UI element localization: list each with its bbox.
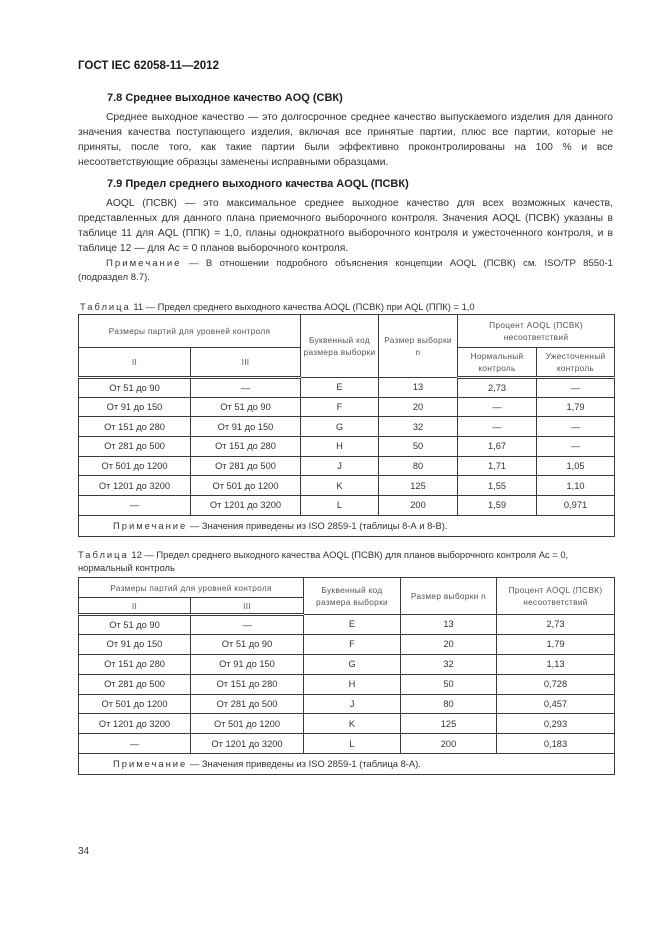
section-7-8-text	[78, 110, 613, 170]
cell-level-iii: От 1201 до 3200	[191, 496, 301, 516]
cell-code: F	[301, 397, 379, 417]
cell-code: E	[301, 378, 379, 398]
cell-level-ii: От 501 до 1200	[79, 694, 191, 714]
cell-level-ii: От 91 до 150	[79, 397, 191, 417]
cell-level-iii: От 501 до 1200	[191, 476, 301, 496]
cell-sample-size: 200	[379, 496, 458, 516]
cell-level-iii: От 91 до 150	[191, 417, 301, 437]
section-7-9-title: 7.9 Предел среднего выходного качества AOQL (ПСВК)	[107, 178, 409, 190]
cell-normal: —	[458, 417, 537, 437]
table-row	[79, 734, 615, 754]
table-12-note	[79, 754, 615, 775]
cell-normal: 2,73	[458, 378, 537, 398]
page-number: 34	[78, 846, 90, 857]
table-12	[78, 577, 615, 775]
cell-level-ii: От 151 до 280	[79, 417, 191, 437]
cell-tightened: —	[537, 437, 615, 457]
table-11-caption	[80, 300, 475, 313]
note-label: Примечание	[113, 519, 188, 531]
header-code-letter: Буквенный код размера выборки	[304, 578, 401, 615]
cell-code: K	[304, 714, 401, 734]
header-level-iii: III	[191, 598, 304, 615]
cell-level-ii: —	[79, 496, 191, 516]
table-row	[79, 456, 615, 476]
cell-level-ii: От 51 до 90	[79, 615, 191, 635]
table-row	[79, 674, 615, 694]
cell-normal: 1,67	[458, 437, 537, 457]
cell-sample-size: 20	[379, 397, 458, 417]
cell-level-iii: —	[191, 378, 301, 398]
caption-text: 12 — Предел среднего выходного качества AOQL (ПСВК) для планов выборочного контроля Ac = 0, нормальный контроль	[78, 549, 569, 573]
header-sample-size: Размер выборки n	[379, 315, 458, 378]
cell-level-iii: От 51 до 90	[191, 397, 301, 417]
cell-sample-size: 80	[379, 456, 458, 476]
cell-level-ii: От 501 до 1200	[79, 456, 191, 476]
header-aoql-percent: Процент AOQL (ПСВК) несоответствий	[458, 315, 615, 348]
cell-normal: 1,55	[458, 476, 537, 496]
table-row	[79, 634, 615, 654]
cell-level-iii: От 151 до 280	[191, 437, 301, 457]
caption-text: 11 — Предел среднего выходного качества AOQL (ПСВК) при AQL (ППК) = 1,0	[130, 301, 475, 312]
header-level-ii: II	[79, 598, 191, 615]
header-lot-sizes: Размеры партий для уровней контроля	[79, 578, 304, 598]
cell-code: F	[304, 634, 401, 654]
section-7-9-paragraph: AOQL (ПСВК) — это максимальное среднее выходное качество для всех возможных качеств, представленных для данного плана приемочного выборочного контроля. Значения AOQL (ПСВК) указаны в таблице 11 для AQL (ППК) = 1,0, планы однократного выборочного контроля и ужесточенного контроля, и в таблице 12 — для Ac = 0 планов выборочного контроля.	[78, 198, 613, 254]
table-row	[79, 496, 615, 516]
cell-level-iii: От 51 до 90	[191, 634, 304, 654]
cell-level-ii: От 91 до 150	[79, 634, 191, 654]
cell-tightened: —	[537, 378, 615, 398]
cell-code: H	[301, 437, 379, 457]
table-row	[79, 694, 615, 714]
cell-normal: —	[458, 397, 537, 417]
cell-level-ii: От 1201 до 3200	[79, 476, 191, 496]
header-lot-sizes: Размеры партий для уровней контроля	[79, 315, 301, 348]
cell-aoql: 0,728	[497, 674, 615, 694]
cell-tightened: 1,79	[537, 397, 615, 417]
header-level-iii: III	[191, 348, 301, 378]
cell-code: J	[304, 694, 401, 714]
header-normal: Нормальный контроль	[458, 348, 537, 378]
cell-normal: 1,71	[458, 456, 537, 476]
table-row	[79, 654, 615, 674]
cell-level-ii: От 51 до 90	[79, 378, 191, 398]
cell-code: E	[304, 615, 401, 635]
cell-aoql: 1,79	[497, 634, 615, 654]
cell-aoql: 2,73	[497, 615, 615, 635]
table-row	[79, 417, 615, 437]
cell-level-iii: От 281 до 500	[191, 694, 304, 714]
table-row	[79, 615, 615, 635]
cell-code: H	[304, 674, 401, 694]
cell-level-iii: —	[191, 615, 304, 635]
cell-aoql: 0,183	[497, 734, 615, 754]
cell-code: K	[301, 476, 379, 496]
note-text: — Значения приведены из ISO 2859-1 (таблицы 8-А и 8-В).	[187, 519, 448, 531]
cell-sample-size: 80	[401, 694, 497, 714]
caption-label: Таблица	[80, 301, 131, 312]
cell-level-iii: От 281 до 500	[191, 456, 301, 476]
header-tightened: Ужесточенный контроль	[537, 348, 615, 378]
cell-sample-size: 50	[379, 437, 458, 457]
cell-aoql: 1,13	[497, 654, 615, 674]
table-row	[79, 476, 615, 496]
header-level-ii: II	[79, 348, 191, 378]
cell-sample-size: 13	[401, 615, 497, 635]
cell-level-iii: От 1201 до 3200	[191, 734, 304, 754]
cell-level-iii: От 501 до 1200	[191, 714, 304, 734]
cell-aoql: 0,293	[497, 714, 615, 734]
cell-sample-size: 13	[379, 378, 458, 398]
document-code: ГОСТ IEC 62058-11—2012	[78, 60, 219, 72]
cell-tightened: 1,05	[537, 456, 615, 476]
table-note-row	[79, 515, 615, 536]
cell-level-ii: —	[79, 734, 191, 754]
cell-normal: 1,59	[458, 496, 537, 516]
cell-sample-size: 125	[401, 714, 497, 734]
table-11-note	[79, 515, 615, 536]
cell-level-iii: От 91 до 150	[191, 654, 304, 674]
note-text: — Значения приведены из ISO 2859-1 (таблица 8-А).	[187, 758, 421, 770]
cell-tightened: 0,971	[537, 496, 615, 516]
section-7-9-note	[78, 257, 613, 285]
table-row	[79, 714, 615, 734]
cell-level-ii: От 151 до 280	[79, 654, 191, 674]
cell-sample-size: 50	[401, 674, 497, 694]
header-aoql-percent: Процент AOQL (ПСВК) несоответствий	[497, 578, 615, 615]
cell-tightened: 1,10	[537, 476, 615, 496]
table-note-row	[79, 754, 615, 775]
cell-level-ii: От 1201 до 3200	[79, 714, 191, 734]
cell-sample-size: 20	[401, 634, 497, 654]
cell-level-ii: От 281 до 500	[79, 674, 191, 694]
cell-sample-size: 125	[379, 476, 458, 496]
cell-tightened: —	[537, 417, 615, 437]
cell-code: L	[301, 496, 379, 516]
cell-level-ii: От 281 до 500	[79, 437, 191, 457]
cell-code: J	[301, 456, 379, 476]
section-7-8-paragraph: Среднее выходное качество — это долгосрочное среднее качество выпускаемого изделия для данного значения качества поступающего изделия, включая все принятые партии, плюс все партии, которые не приняты, после того, как такие партии были эффективно проконтролированы на 100 % и все несоответствующие образцы заменены исправными образцами.	[78, 112, 613, 168]
cell-code: G	[301, 417, 379, 437]
table-row	[79, 437, 615, 457]
table-row	[79, 378, 615, 398]
cell-code: L	[304, 734, 401, 754]
cell-aoql: 0,457	[497, 694, 615, 714]
table-12-caption	[78, 548, 614, 574]
section-7-8-title: 7.8 Среднее выходное качество AOQ (СВК)	[107, 92, 343, 104]
cell-sample-size: 32	[379, 417, 458, 437]
header-sample-size: Размер выборки n	[401, 578, 497, 615]
caption-label: Таблица	[78, 549, 129, 560]
table-row	[79, 397, 615, 417]
cell-sample-size: 32	[401, 654, 497, 674]
note-label: Примечание	[106, 258, 182, 269]
cell-level-iii: От 151 до 280	[191, 674, 304, 694]
note-text: — В отношении подробного объяснения концепции AOQL (ПСВК) см. ISO/TP 8550-1 (подраздел 8.7).	[78, 258, 613, 283]
cell-sample-size: 200	[401, 734, 497, 754]
header-code-letter: Буквенный код размера выборки	[301, 315, 379, 378]
section-7-9-text	[78, 196, 613, 256]
table-11	[78, 314, 615, 537]
note-label: Примечание	[113, 758, 188, 770]
cell-code: G	[304, 654, 401, 674]
